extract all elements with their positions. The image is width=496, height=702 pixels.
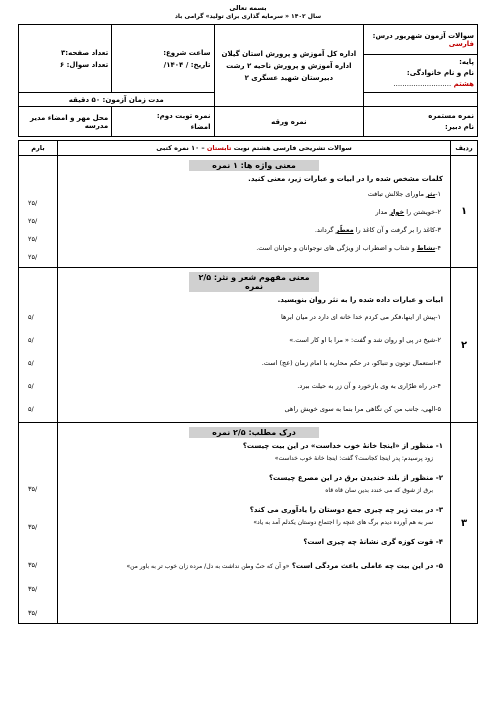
question: ۱- منظور از «اینجا خانۀ خوب خداست» در این بیت چیست؟ — [242, 442, 443, 450]
score: /۲۵ — [28, 217, 38, 225]
question-line: ۱-بثر ماورای جلالش تبافت — [367, 190, 441, 198]
question-line: ۴-در راه طرّاری به وی بازخورد و آن زر به حیلت ببرد. — [297, 382, 441, 390]
section-3 — [58, 423, 451, 624]
question: ۵- در این بیت چه عاملی باعث مردگی است؟ «و آن که حبّ وطن نداشت به دل/ مرده زان خوب تر به باور من» — [126, 562, 443, 570]
score: /۳۵ — [28, 485, 38, 493]
time-date-cell — [112, 25, 214, 93]
question: ۳- در بیت زیر چه چیزی جمع دوستان را یادآوری می کند؟ — [249, 506, 443, 514]
instruction: ابیات و عبارات داده شده را به نثر روان بنویسید. — [277, 296, 443, 304]
quoted-verse: زود پرسیدم: پدر اینجا کجاست؟ گفت: اینجا خانۀ خوب خداست» — [274, 455, 433, 462]
section-number: ۳ — [451, 423, 478, 624]
question-line: ۵-الهی، جانب من کن نگاهی مرا بنما به سوی خویش راهی — [284, 405, 441, 413]
stamp-cell: محل مهر و امضاء مدیر مدرسه — [19, 107, 112, 137]
motto: سال ۱۴۰۲ « سرمایه گذاری برای تولید» گرامی باد — [174, 13, 322, 20]
score: /۳۵ — [28, 585, 38, 593]
score: /۳۵ — [28, 561, 38, 569]
quoted-verse: سر به هم آورده دیدم برگ های غنچه را اجتماع دوستان یکدلم آمد به یاد» — [253, 519, 433, 526]
score: /۳۵ — [28, 523, 38, 531]
score: /۵ — [28, 336, 34, 344]
org-cell — [214, 25, 364, 107]
date-value: / ۱۴۰۴/ — [163, 60, 189, 69]
question-line: ۳-کاغذ را بر گرفت و آن کاغذ را معطّر گرداند. — [314, 226, 441, 234]
col-row-header: ردیف — [451, 141, 478, 156]
score-column — [19, 423, 58, 624]
org-1: اداره کل آموزش و پرورش استان گیلان — [221, 49, 357, 58]
score: /۳۵ — [28, 609, 38, 617]
school-name: دبیرستان شهید عسگری ۲ — [244, 73, 334, 82]
section-number: ۲ — [451, 268, 478, 423]
score-column — [19, 156, 58, 268]
score: /۵ — [28, 405, 34, 413]
start-time: ساعت شروع: — [163, 48, 211, 57]
section-title: درک مطلب: ۲/۵ نمره — [189, 427, 319, 438]
question-line: ۲-خویشتن را خوار مدار — [375, 208, 441, 216]
exam-subject-cell: سوالات آزمون شهریور درس: فارسی — [364, 25, 478, 55]
score: /۵ — [28, 382, 34, 390]
question-line: ۳-استعمال توتون و تنباکو، در حکم محاربه با امام زمان (عج) است. — [261, 359, 441, 367]
subject: فارسی — [448, 39, 474, 48]
questions-table — [18, 140, 478, 624]
counts-cell — [19, 25, 112, 93]
score: /۲۵ — [28, 253, 38, 261]
blank-cell — [364, 93, 478, 107]
instruction: کلمات مشخص شده را در ابیات و عبارات زیر، معنی کنید. — [248, 175, 443, 183]
section-2 — [58, 268, 451, 423]
score-column — [19, 268, 58, 423]
question: ۲- منظور از بلند خندیدن برق در این مصرع چیست؟ — [268, 474, 443, 482]
date-label: تاریخ: — [190, 60, 211, 69]
basmala: بسمه تعالی — [229, 4, 267, 12]
quoted-verse: برق از شوق که می خندد بدین سان قاه قاه — [325, 487, 433, 494]
col-score-header: بارم — [19, 141, 58, 156]
section-number: ۱ — [451, 156, 478, 268]
second-rater-cell: نمره توبت دوم: امضاء — [112, 107, 214, 137]
score: /۵ — [28, 313, 34, 321]
section-title: معنی مفهوم شعر و نثر: ۲/۵ نمره — [189, 272, 319, 292]
question-count: تعداد سوال: ۶ — [59, 60, 109, 69]
col-title-header: سوالات تشریحی فارسی هشتم نوبت تابستان – ۱۰ نمره کتبی — [58, 141, 451, 156]
grade-value: هشتم — [453, 80, 474, 88]
score: /۲۵ — [28, 199, 38, 207]
exam-header — [18, 24, 478, 137]
org-2: اداره آموزش و پرورش ناحیه ۲ رشت — [226, 61, 352, 70]
duration: مدت زمان آزمون: ۵۰ دقیقه — [19, 93, 215, 107]
question: ۴- قوت کوزه گری نشانۀ چه چیزی است؟ — [303, 538, 443, 546]
question-line: ۴-نشاط و شتاب و اضطراب از ویژگی های نوجوانان و جوانان است. — [256, 244, 441, 252]
section-1 — [58, 156, 451, 268]
student-cell: پایه: نام و نام خانوادگی: هشتم .......................... — [364, 55, 478, 93]
page-count: تعداد صفحه:۳ — [61, 48, 109, 57]
score: /۲۵ — [28, 235, 38, 243]
score: /۵ — [28, 359, 34, 367]
question-line: ۲-شیخ در پی او روان شد و گفت: « مرا با او کار است.» — [289, 336, 441, 344]
score-cell: نمره مستمره نام دبیر: — [364, 107, 478, 137]
section-title: معنی واژه ها: ۱ نمره — [189, 160, 319, 171]
question-line: ۱-پیش از اینها،فکر می کردم خدا خانه ای دارد در میان ابرها — [280, 313, 441, 321]
paper-number-cell: نمره ورقه — [214, 107, 364, 137]
